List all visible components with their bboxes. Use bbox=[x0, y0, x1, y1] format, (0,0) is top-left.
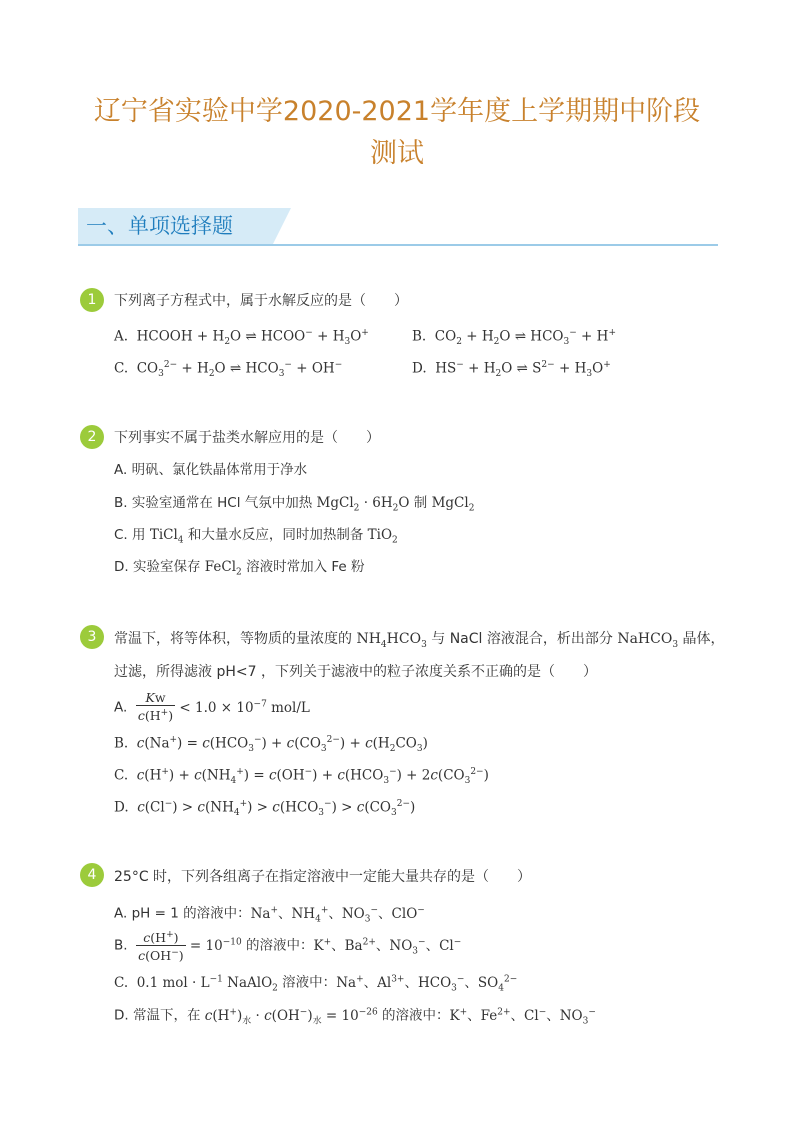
option-a: A. 明矾、氯化铁晶体常用于净水 bbox=[114, 462, 308, 478]
document-title-line1: 辽宁省实验中学2020-2021学年度上学期期中阶段 bbox=[93, 96, 701, 127]
option-c: C. 0.1 mol · $L^{-1}$ NaAlO$_2$ 溶液中：Na+、$Al^{3+}$、$HCO_3^-$、$SO_4^{2-}$ bbox=[114, 974, 518, 994]
question-number-badge: 1 bbox=[80, 288, 104, 312]
question-stem-line2: 过滤，所得滤液 pH<7 ，下列关于滤液中的粒子浓度关系不正确的是（ ） bbox=[114, 664, 597, 680]
option-d: D. $c(Cl^-) > c(NH_4^+) > c(HCO_3^-) > c(CO_3^{2-})$ bbox=[114, 799, 416, 819]
option-a: A. HCOOH + $H_2O$ ⇌ HCOO− + $H_3O^+$ bbox=[114, 328, 369, 348]
option-c: C. $c(H^+) + c(NH_4^+) = c(OH^-) + c(HCO_3^-) + 2c(CO_3^{2-})$ bbox=[114, 767, 489, 787]
option-b: B. $CO_2 + H_2O$ ⇌ $HCO_3^- + H^+$ bbox=[412, 328, 616, 348]
option-d: D. $HS^- + H_2O$ ⇌ $S^{2-} + H_3O^+$ bbox=[412, 360, 611, 380]
option-c: C. $CO_3^{2-} + H_2O$ ⇌ $HCO_3^- + OH^-$ bbox=[114, 360, 343, 380]
option-d: D. 实验室保存 FeCl$_2$ 溶液时常加入 Fe 粉 bbox=[114, 559, 365, 578]
option-b: B. 实验室通常在 HCl 气氛中加热 MgCl$_2$ · $6H_2O$ 制 MgCl$_2$ bbox=[114, 495, 475, 514]
question-number-badge: 2 bbox=[80, 425, 104, 449]
option-d: D. 常温下，在 $c(H^+)_水 \cdot c(OH^-)_水 = 10^{-26}$ 的溶液中：K+、$Fe^{2+}$、Cl−、$NO_3^-$ bbox=[114, 1007, 596, 1027]
section-title: 一、单项选择题 bbox=[86, 214, 233, 238]
question-number-badge: 3 bbox=[80, 625, 104, 649]
question-stem: 下列事实不属于盐类水解应用的是（ ） bbox=[114, 430, 380, 446]
section-divider bbox=[78, 244, 718, 246]
question-stem: 下列离子方程式中，属于水解反应的是（ ） bbox=[114, 293, 408, 309]
question-number-badge: 4 bbox=[80, 863, 104, 887]
question-stem-line1: 常温下，将等体积，等物质的量浓度的 $NH_4HCO_3$ 与 NaCl 溶液混合，析出部分 NaHCO$_3$ 晶体， bbox=[114, 631, 725, 650]
question-stem: 25°C 时，下列各组离子在指定溶液中一定能大量共存的是（ ） bbox=[114, 869, 532, 885]
option-c: C. 用 TiCl$_4$ 和大量水反应，同时加热制备 TiO$_2$ bbox=[114, 527, 398, 546]
option-a: A. pH = 1 的溶液中：Na+、$NH_4^+$、$NO_3^-$、ClO− bbox=[114, 905, 425, 925]
option-b: B. $c(Na^+) = c(HCO_3^-) + c(CO_3^{2-}) + c(H_2CO_3)$ bbox=[114, 735, 428, 755]
option-a: A. $\frac{Kw}{c(H^+)}$ < $1.0 \times 10^{-7}$ mol/L bbox=[114, 690, 310, 724]
section-header bbox=[78, 208, 718, 248]
option-b: B. $\frac{c(H^+)}{c(OH^-)}$ = $10^{-10}$ 的溶液中：K+、$Ba^{2+}$、$NO_3^-$、Cl− bbox=[114, 929, 462, 964]
document-title-line2: 测试 bbox=[370, 138, 424, 169]
section-header-tab bbox=[273, 208, 291, 244]
